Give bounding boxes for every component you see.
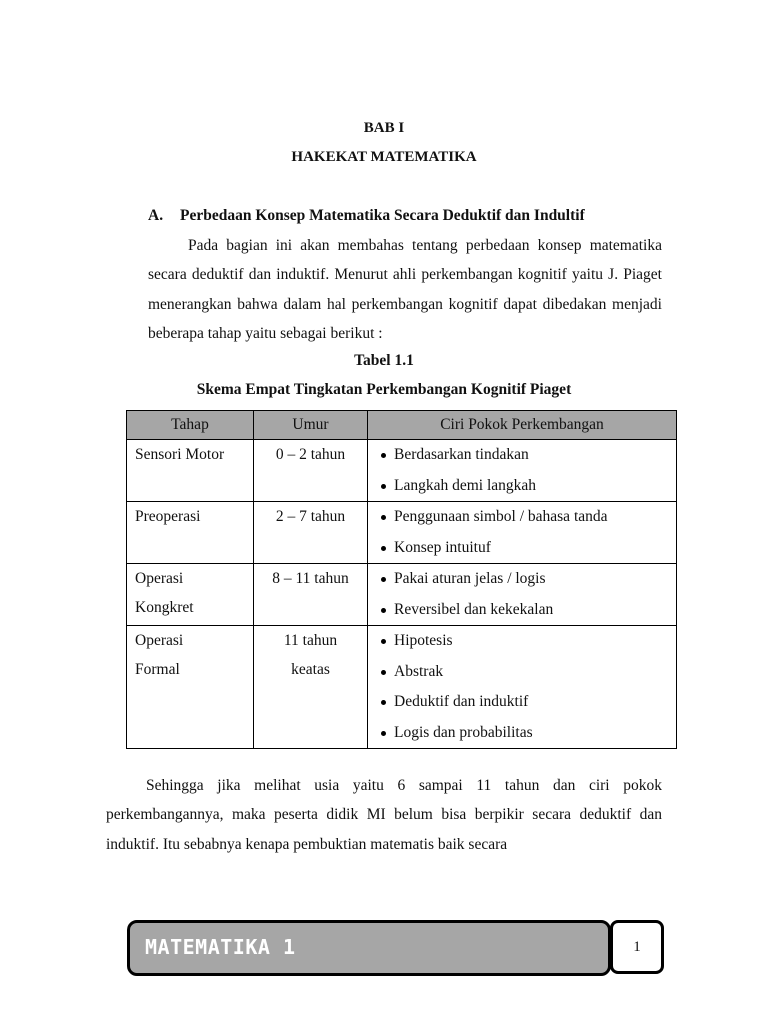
table-row	[127, 440, 677, 502]
stage-cell	[127, 440, 254, 502]
traits-list	[376, 502, 668, 563]
age-range-line: keatas	[291, 661, 330, 678]
piaget-stages-table	[126, 410, 677, 749]
header-traits: Ciri Pokok Perkembangan	[368, 411, 677, 440]
trait-item: Logis dan probabilitas	[394, 718, 668, 749]
conclusion-paragraph	[106, 771, 662, 859]
age-cell	[254, 440, 368, 502]
traits-cell	[368, 440, 677, 502]
stage-cell	[127, 626, 254, 749]
stage-cell	[127, 564, 254, 626]
stage-name: Sensori Motor	[135, 446, 225, 463]
trait-item: Konsep intuituf	[394, 533, 668, 564]
trait-item: Reversibel dan kekekalan	[394, 595, 668, 626]
trait-item: Abstrak	[394, 657, 668, 688]
table-header-row	[127, 411, 677, 440]
section-letter: A.	[148, 207, 164, 224]
trait-item: Berdasarkan tindakan	[394, 440, 668, 471]
table-row	[127, 564, 677, 626]
stage-name-line: Formal	[135, 661, 180, 678]
stage-name-line: Kongkret	[135, 599, 194, 616]
intro-paragraph	[148, 231, 662, 348]
traits-cell	[368, 564, 677, 626]
conclusion-paragraph-text: Sehingga jika melihat usia yaitu 6 sampai 11 tahun dan ciri pokok perkembangannya, maka peserta didik MI belum bisa berpikir secara deduktif dan induktif. Itu sebabnya kenapa pembuktian matematis baik secara	[106, 777, 662, 853]
header-age: Umur	[254, 411, 368, 440]
intro-paragraph-text: Pada bagian ini akan membahas tentang perbedaan konsep matematika secara deduktif dan induktif. Menurut ahli perkembangan kognitif yaitu J. Piaget menerangkan bahwa dalam hal perkembangan kognitif dapat dibedakan menjadi beberapa tahap yaitu sebagai berikut :	[148, 237, 662, 342]
stage-name-line: Operasi	[135, 632, 184, 649]
stage-name-line: Operasi	[135, 570, 184, 587]
stage-cell	[127, 502, 254, 564]
age-cell	[254, 626, 368, 749]
trait-item: Deduktif dan induktif	[394, 687, 668, 718]
section-heading-text: Perbedaan Konsep Matematika Secara Deduktif dan Indultif	[180, 207, 585, 224]
table-row	[127, 626, 677, 749]
stage-name: Preoperasi	[135, 508, 201, 525]
header-stage: Tahap	[127, 411, 254, 440]
traits-list	[376, 564, 668, 625]
traits-list	[376, 626, 668, 748]
footer-title: MATEMATIKA 1	[145, 935, 296, 959]
chapter-title: HAKEKAT MATEMATIKA	[291, 149, 477, 165]
age-cell	[254, 502, 368, 564]
age-range-line: 11 tahun	[283, 632, 338, 649]
age-range: 8 – 11 tahun	[272, 570, 349, 587]
table-caption-title: Skema Empat Tingkatan Perkembangan Kognitif Piaget	[196, 381, 572, 398]
age-cell	[254, 564, 368, 626]
section-heading	[148, 207, 678, 225]
trait-item: Pakai aturan jelas / logis	[394, 564, 668, 595]
page-number: 1	[610, 920, 664, 974]
age-range: 0 – 2 tahun	[275, 446, 346, 463]
trait-item: Hipotesis	[394, 626, 668, 657]
traits-cell	[368, 626, 677, 749]
traits-list	[376, 440, 668, 501]
trait-item: Penggunaan simbol / bahasa tanda	[394, 502, 668, 533]
trait-item: Langkah demi langkah	[394, 471, 668, 502]
footer-banner	[127, 920, 611, 976]
table-row	[127, 502, 677, 564]
chapter-number: BAB I	[363, 120, 405, 136]
age-range: 2 – 7 tahun	[275, 508, 346, 525]
traits-cell	[368, 502, 677, 564]
table-caption-number: Tabel 1.1	[354, 352, 414, 369]
